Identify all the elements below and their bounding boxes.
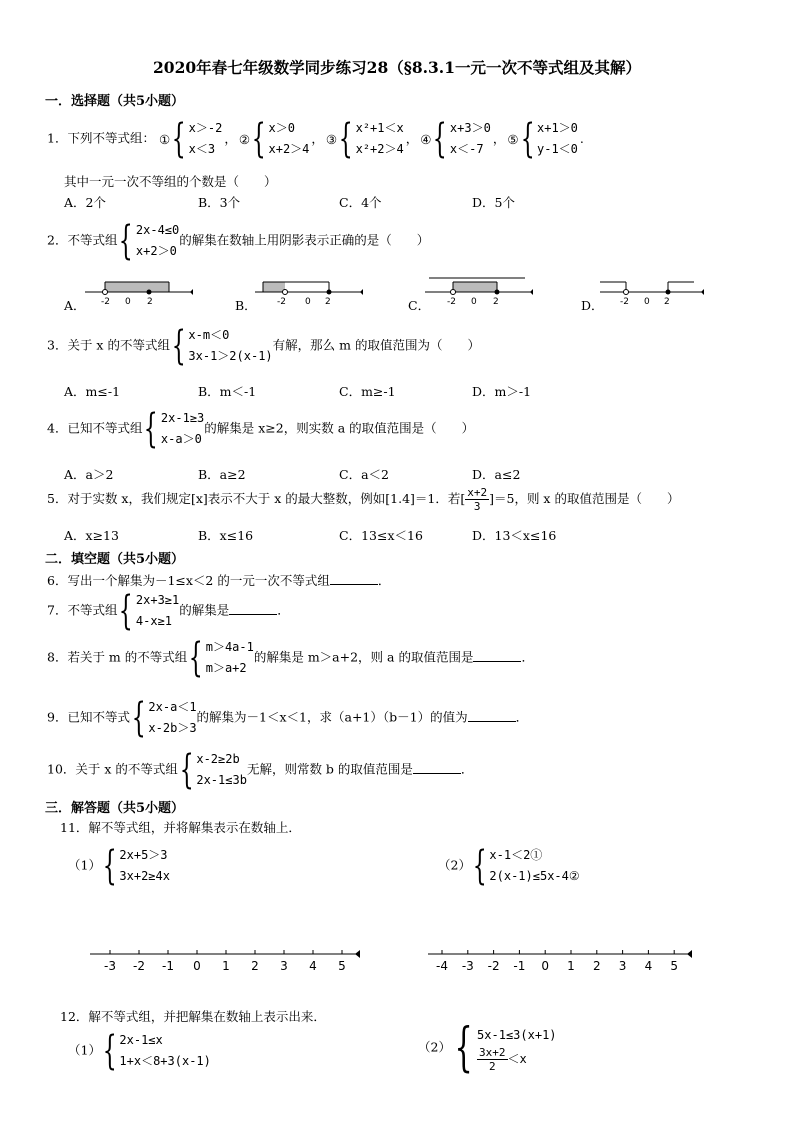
axis-tick-label: 3 <box>618 959 627 973</box>
question-12-part-1: （1） { 2x-1≤x 1+x＜8+3(x-1) <box>68 1028 211 1074</box>
question-2-option-a[interactable]: A． <box>64 298 86 313</box>
question-3-option-c[interactable]: C．m≥-1 <box>339 384 396 399</box>
question-3-option-a[interactable]: A．m≤-1 <box>64 384 121 399</box>
question-5-option-d[interactable]: D．13＜x≤16 <box>472 528 557 543</box>
inequality-system: { 2x+5＞3 3x+2≥4x <box>102 843 170 889</box>
number-line-option-c <box>425 270 535 310</box>
tick-label: 2 <box>493 297 499 307</box>
answer-blank[interactable] <box>473 649 521 662</box>
inequality-system: { x-2≥2b 2x-1≤3b <box>179 747 247 793</box>
question-3-option-d[interactable]: D．m＞-1 <box>472 384 532 399</box>
axis-tick-label: 3 <box>280 959 288 973</box>
question-11-part-2: （2） { x-1＜2① 2(x-1)≤5x-4② <box>438 843 580 889</box>
number-line-11-2 <box>428 940 696 980</box>
question-5-option-a[interactable]: A．x≥13 <box>64 528 119 543</box>
section-heading-solve: 三．解答题（共5小题） <box>45 801 185 816</box>
question-1-option-c[interactable]: C．4个 <box>339 195 382 210</box>
axis-tick-label: 5 <box>338 959 346 973</box>
question-4-option-c[interactable]: C．a＜2 <box>339 467 389 482</box>
axis-tick-label: 0 <box>193 959 201 973</box>
question-1-option-b[interactable]: B．3个 <box>198 195 241 210</box>
circled-number: ④ <box>420 131 432 147</box>
question-8: 8．若关于 m 的不等式组 { m＞4a-1 m＞a+2 的解集是 m＞a+2，则 a 的取值范围是 ． <box>47 635 534 681</box>
inequality-system-2: ② { x＞0 x+2＞4 <box>238 116 310 162</box>
page-title: 2020年春七年级数学同步练习28（§8.3.1一元一次不等式组及其解） <box>153 58 641 77</box>
axis-tick-label: -1 <box>162 959 174 973</box>
inequality-system-4: ④ { x+3＞0 x＜-7 <box>420 116 491 162</box>
question-5-option-c[interactable]: C．13≤x＜16 <box>339 528 423 543</box>
axis-tick-label: -4 <box>436 959 448 973</box>
axis-tick-label: -1 <box>513 959 526 973</box>
question-1-line2: 其中一元一次不等组的个数是（ ） <box>64 174 277 189</box>
tick-label: 0 <box>125 297 131 307</box>
circled-number: ② <box>238 131 251 147</box>
inequality-system: { 2x-1≥3 x-a＞0 <box>144 406 205 452</box>
tick-label: 0 <box>305 297 311 307</box>
tick-label: 0 <box>471 297 477 307</box>
inequality-system-3: ③ { x²+1＜x x²+2＞4 <box>325 116 404 162</box>
axis-tick-label: 2 <box>251 959 259 973</box>
question-5: 5．对于实数 x，我们规定[x]表示不大于 x 的最大整数，例如[1.4]＝1．若[ $\frac{x+2}{3}$ ]＝5，则 x 的取值范围是（ ） <box>47 486 680 513</box>
question-5-option-b[interactable]: B．x≤16 <box>198 528 254 543</box>
question-1-option-a[interactable]: A．2个 <box>64 195 106 210</box>
number-line-option-d <box>600 270 710 310</box>
inequality-system: { 2x-1≤x 1+x＜8+3(x-1) <box>102 1028 211 1074</box>
inequality-system: { x-m＜0 3x-1＞2(x-1) <box>171 323 273 369</box>
axis-tick-label: 2 <box>592 959 601 973</box>
question-4-option-b[interactable]: B．a≥2 <box>198 467 246 482</box>
axis-tick-label: 5 <box>670 959 679 973</box>
answer-blank[interactable] <box>229 602 277 615</box>
question-3: 3．关于 x 的不等式组 { x-m＜0 3x-1＞2(x-1) 有解，那么 m 的取值范围为（ ） <box>47 323 480 369</box>
axis-tick-label: -3 <box>461 959 474 973</box>
tick-label: 2 <box>147 297 153 307</box>
circled-number: ⑤ <box>507 131 519 147</box>
inequality-system: { 2x-a＜1 x-2b＞3 <box>131 695 197 741</box>
section-heading-choice: 一．选择题（共5小题） <box>45 94 185 109</box>
question-9: 9．已知不等式 { 2x-a＜1 x-2b＞3 的解集为－1＜x＜1，求（a+1）（b－1）的值为 ． <box>47 695 529 741</box>
question-1-option-d[interactable]: D．5个 <box>472 195 515 210</box>
axis-tick-label: -2 <box>487 959 500 973</box>
inequality-system-5: ⑤ { x+1＞0 y-1＜0 <box>507 116 578 162</box>
axis-tick-label: 0 <box>541 959 550 973</box>
circled-number: ③ <box>325 131 338 147</box>
question-2-option-d[interactable]: D． <box>581 298 604 313</box>
answer-blank[interactable] <box>330 572 378 585</box>
tick-label: -2 <box>277 297 286 307</box>
fraction: $\frac{x+2}{3}$ <box>467 486 488 513</box>
question-12: 12．解不等式组，并把解集在数轴上表示出来． <box>60 1009 326 1024</box>
question-6: 6．写出一个解集为－1≤x＜2 的一元一次不等式组 ． <box>47 573 391 588</box>
inequality-system: { 2x+3≥1 4-x≥1 <box>119 588 180 634</box>
question-4-option-d[interactable]: D．a≤2 <box>472 467 521 482</box>
answer-blank[interactable] <box>468 709 516 722</box>
axis-tick-label: 1 <box>567 959 575 973</box>
circled-number: ① <box>158 131 171 147</box>
question-1-prefix: 1．下列不等式组： <box>47 130 155 146</box>
tick-label: 2 <box>325 297 331 307</box>
fraction: $\frac{3x+2}{2}$ <box>479 1045 506 1073</box>
inequality-system: { 2x-4≤0 x+2＞0 <box>119 218 180 264</box>
number-line-option-b <box>255 270 365 310</box>
section-heading-fill: 二．填空题（共5小题） <box>45 552 185 567</box>
question-2-prefix: 2．不等式组 <box>47 232 118 248</box>
question-1: 1．下列不等式组： ① { x＞-2 x＜3 ， ② { x＞0 x+2＞4 ， ③ { x²+1＜x x²+2＞4 ， ④ { x+3＞0 x＜-7 ， ⑤ { x+1＞0 y-1＜0 . <box>47 116 584 162</box>
inequality-system-1: ① { x＞-2 x＜3 <box>158 116 223 162</box>
question-2-option-c[interactable]: C． <box>408 298 431 313</box>
question-7: 7．不等式组 { 2x+3≥1 4-x≥1 的解集是 ． <box>47 588 290 634</box>
question-12-part-2: （2） { 5x-1≤3(x+1) $\frac{3x+2}{2}$ ＜x <box>418 1018 557 1078</box>
tick-label: -2 <box>101 297 110 307</box>
axis-tick-label: 4 <box>644 959 653 973</box>
question-2: 2．不等式组 { 2x-4≤0 x+2＞0 的解集在数轴上用阴影表示正确的是（ ） <box>47 218 430 264</box>
answer-blank[interactable] <box>413 761 461 774</box>
number-line-option-a <box>85 270 195 310</box>
axis-tick-label: 4 <box>309 959 317 973</box>
tick-label: 2 <box>664 297 670 307</box>
inequality-system: { x-1＜2① 2(x-1)≤5x-4② <box>472 843 580 889</box>
question-3-option-b[interactable]: B．m＜-1 <box>198 384 257 399</box>
tick-label: -2 <box>620 297 629 307</box>
inequality-system: { m＞4a-1 m＞a+2 <box>188 635 254 681</box>
number-line-11-1 <box>90 940 365 980</box>
question-11-part-1: （1） { 2x+5＞3 3x+2≥4x <box>68 843 170 889</box>
axis-tick-label: -2 <box>133 959 145 973</box>
axis-tick-label: -3 <box>104 959 116 973</box>
question-4: 4．已知不等式组 { 2x-1≥3 x-a＞0 的解集是 x≥2，则实数 a 的取值范围是（ ） <box>47 406 475 452</box>
question-10: 10．关于 x 的不等式组 { x-2≥2b 2x-1≤3b 无解，则常数 b 的取值范围是 ． <box>47 747 474 793</box>
question-11: 11．解不等式组，并将解集表示在数轴上． <box>60 820 301 835</box>
tick-label: -2 <box>447 297 456 307</box>
tick-label: 0 <box>644 297 650 307</box>
axis-tick-label: 1 <box>222 959 230 973</box>
question-4-option-a[interactable]: A．a＞2 <box>64 467 114 482</box>
inequality-system: { 5x-1≤3(x+1) $\frac{3x+2}{2}$ ＜x <box>454 1018 557 1078</box>
question-2-option-b[interactable]: B． <box>235 298 257 313</box>
